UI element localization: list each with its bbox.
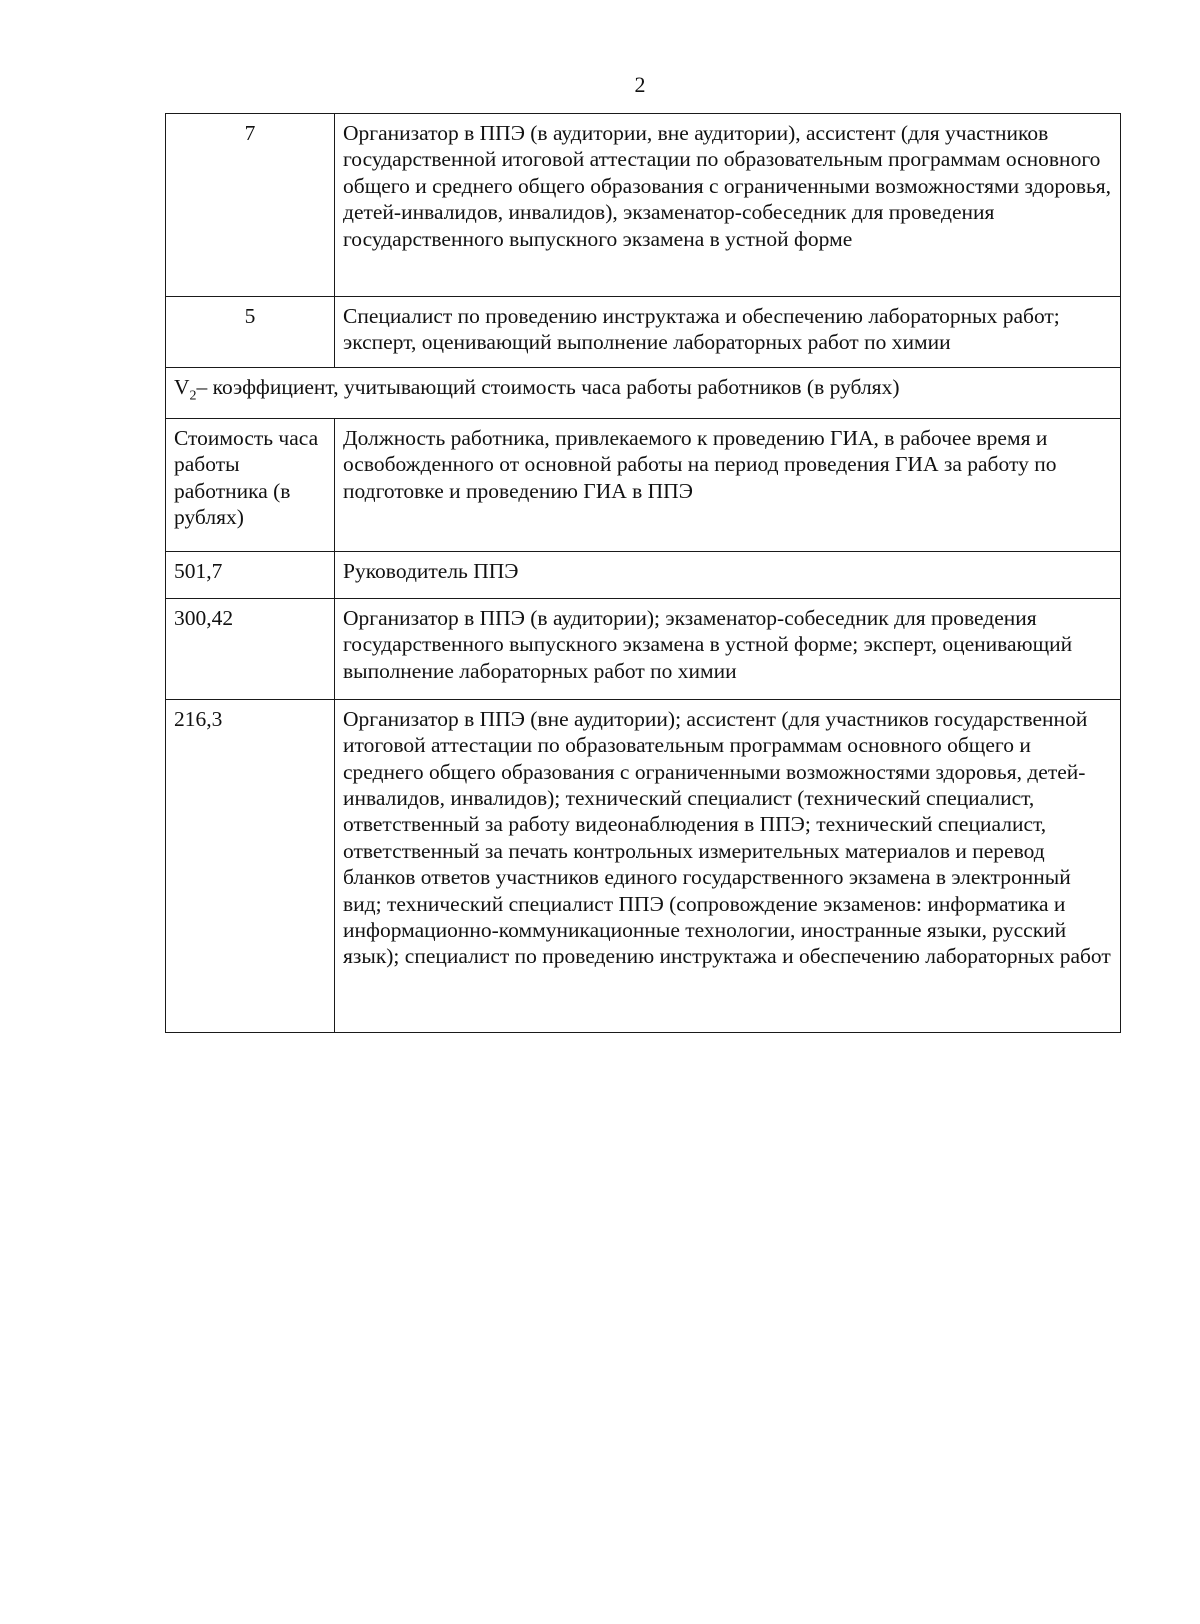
- table-row: [166, 114, 1121, 297]
- table-row: [166, 297, 1121, 368]
- coefficient-value: 5: [166, 297, 335, 368]
- page-number: 2: [634, 72, 646, 97]
- position-description: Организатор в ППЭ (вне аудитории); ассистент (для участников государственной итоговой аттестации по образовательным программам основного общего и среднего общего образования с ограниченными возможностями здоровья, детей-инвалидов, инвалидов); технический специалист (технический специалист, ответственный за работу видеонаблюдения в ППЭ; технический специалист, ответственный за печать контрольных измерительных материалов и перевод бланков ответов участников единого государственного экзамена в электронный вид; технический специалист ППЭ (сопровождение экзаменов: информатика и информационно-коммуникационные технологии, иностранные языки, русский язык); специалист по проведению инструктажа и обеспечению лабораторных работ: [335, 699, 1121, 1032]
- table-header-row: [166, 418, 1121, 551]
- hour-cost: 300,42: [166, 598, 335, 699]
- position-description: Организатор в ППЭ (в аудитории, вне аудитории), ассистент (для участников государственной итоговой аттестации по образовательным программам основного общего и среднего общего образования с ограниченными возможностями здоровья, детей-инвалидов, инвалидов), экзаменатор-собеседник для проведения государственного выпускного экзамена в устной форме: [335, 114, 1121, 297]
- v2-caption: [166, 368, 1121, 419]
- position-description: Специалист по проведению инструктажа и обеспечению лабораторных работ; эксперт, оценивающий выполнение лабораторных работ по химии: [335, 297, 1121, 368]
- v2-symbol: V: [174, 375, 190, 399]
- hour-cost: 501,7: [166, 551, 335, 598]
- position-description: Организатор в ППЭ (в аудитории); экзаменатор-собеседник для проведения государственного выпускного экзамена в устной форме; эксперт, оценивающий выполнение лабораторных работ по химии: [335, 598, 1121, 699]
- table-row: [166, 699, 1121, 1032]
- position-description: Руководитель ППЭ: [335, 551, 1121, 598]
- table-row: [166, 598, 1121, 699]
- coefficients-table: [165, 113, 1121, 1033]
- header-position: Должность работника, привлекаемого к проведению ГИА, в рабочее время и освобожденного от основной работы на период проведения ГИА за работу по подготовке и проведению ГИА в ППЭ: [335, 418, 1121, 551]
- header-cost: Стоимость часа работы работника (в рублях): [166, 418, 335, 551]
- coefficient-value: 7: [166, 114, 335, 297]
- v2-subscript: 2: [189, 388, 197, 404]
- table-row: [166, 551, 1121, 598]
- v2-caption-text: – коэффициент, учитывающий стоимость часа работы работников (в рублях): [196, 375, 900, 399]
- hour-cost: 216,3: [166, 699, 335, 1032]
- section-caption-row: [166, 368, 1121, 419]
